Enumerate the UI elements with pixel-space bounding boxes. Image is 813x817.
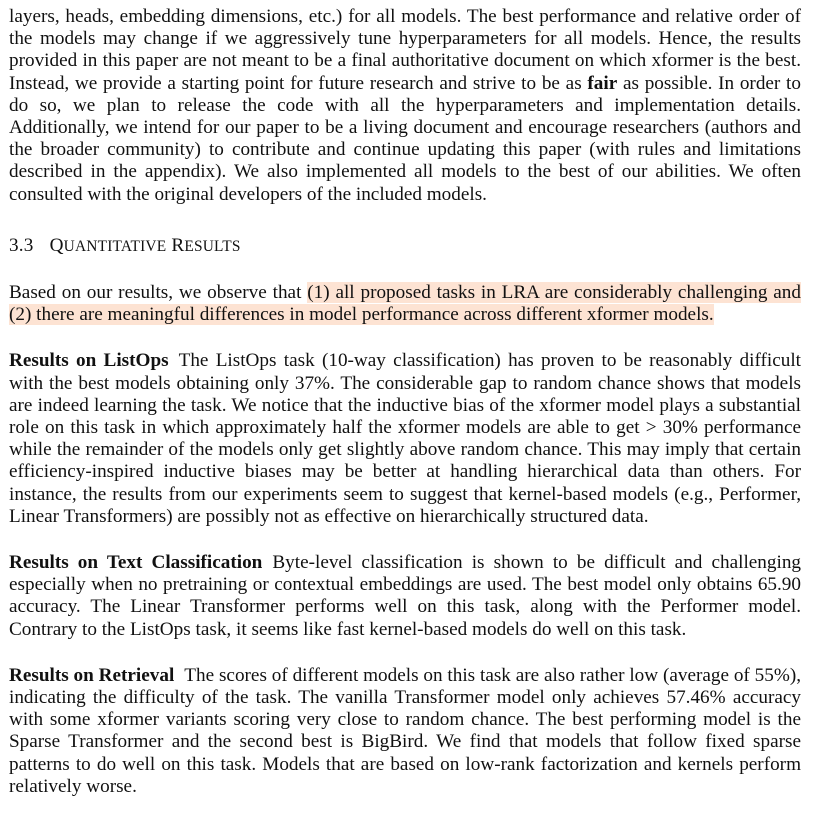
section-title-rest-1: UANTITATIVE [63, 237, 167, 255]
intro-text-part2: as possible. In order to do so, we plan to release the code with all the hyperparameters and implementation details. Additionally, we intend for our paper to be a living document and encourage researchers (authors and the broader community) to contribute and continue updating this paper (with rules and limitations described in the appendix). We also implemented all models to the best of our abilities. We often consulted with the original developers of the included models. [9, 72, 801, 205]
overview-plain-text: Based on our results, we observe that [9, 282, 308, 304]
section-heading [9, 235, 801, 258]
section-title-rest-2: ESULTS [184, 237, 241, 255]
section-title-initial-q: Q [49, 234, 64, 256]
text-classification-paragraph [9, 552, 801, 641]
emphasis-fair: fair [587, 72, 618, 94]
highlighted-text[interactable]: (1) all proposed tasks in LRA are considerably challenging and (2) there are meaningful differences in model performance across different xformer models. [9, 282, 801, 326]
intro-paragraph [9, 6, 801, 206]
retrieval-heading: Results on Retrieval [9, 664, 175, 686]
listops-body: The ListOps task (10-way classification) has proven to be reasonably difficult with the best models obtaining only 37%. The considerable gap to random chance shows that models are indeed learning the task. We notice that the inductive bias of the xformer model plays a substantial role on this task in which approximately half the xformer models are able to get > 30% performance while the remainder of the models only get slightly above random chance. This may imply that certain efficiency-inspired inductive biases may be better at handling hierarchical data than others. For instance, the results from our experiments seem to suggest that kernel-based models (e.g., Performer, Linear Transformers) are possibly not as effective on hierarchically structured data. [9, 350, 801, 527]
text-classification-body: Byte-level classification is shown to be difficult and challenging especially when no pretraining or contextual embeddings are used. The best model only obtains 65.90 accuracy. The Linear Transformer performs well on this task, along with the Performer model. Contrary to the ListOps task, it seems like fast kernel-based models do well on this task. [9, 552, 802, 640]
retrieval-body: The scores of different models on this task are also rather low (average of 55%), indicating the difficulty of the task. The vanilla Transformer model only achieves 57.46% accuracy with some xformer variants scoring very close to random chance. The best performing model is the Sparse Transformer and the second best is BigBird. We find that models that follow fixed sparse patterns to do well on this task. Models that are based on low-rank factorization and kernels perform relatively worse. [9, 664, 802, 797]
overview-paragraph [9, 282, 801, 326]
section-number: 3.3 [9, 234, 34, 256]
section-title-initial-r: R [171, 234, 185, 256]
text-classification-heading: Results on Text Classification [9, 552, 263, 574]
intro-text-part1: layers, heads, embedding dimensions, etc.) for all models. The best performance and relative order of the models may change if we aggressively tune hyperparameters for all models. Hence, the results provided in this paper are not meant to be a final authoritative document on which xformer is the best. Instead, we provide a starting point for future research and strive to be as [9, 6, 801, 94]
listops-heading: Results on ListOps [9, 350, 169, 372]
listops-paragraph [9, 350, 801, 528]
retrieval-paragraph [9, 665, 801, 798]
